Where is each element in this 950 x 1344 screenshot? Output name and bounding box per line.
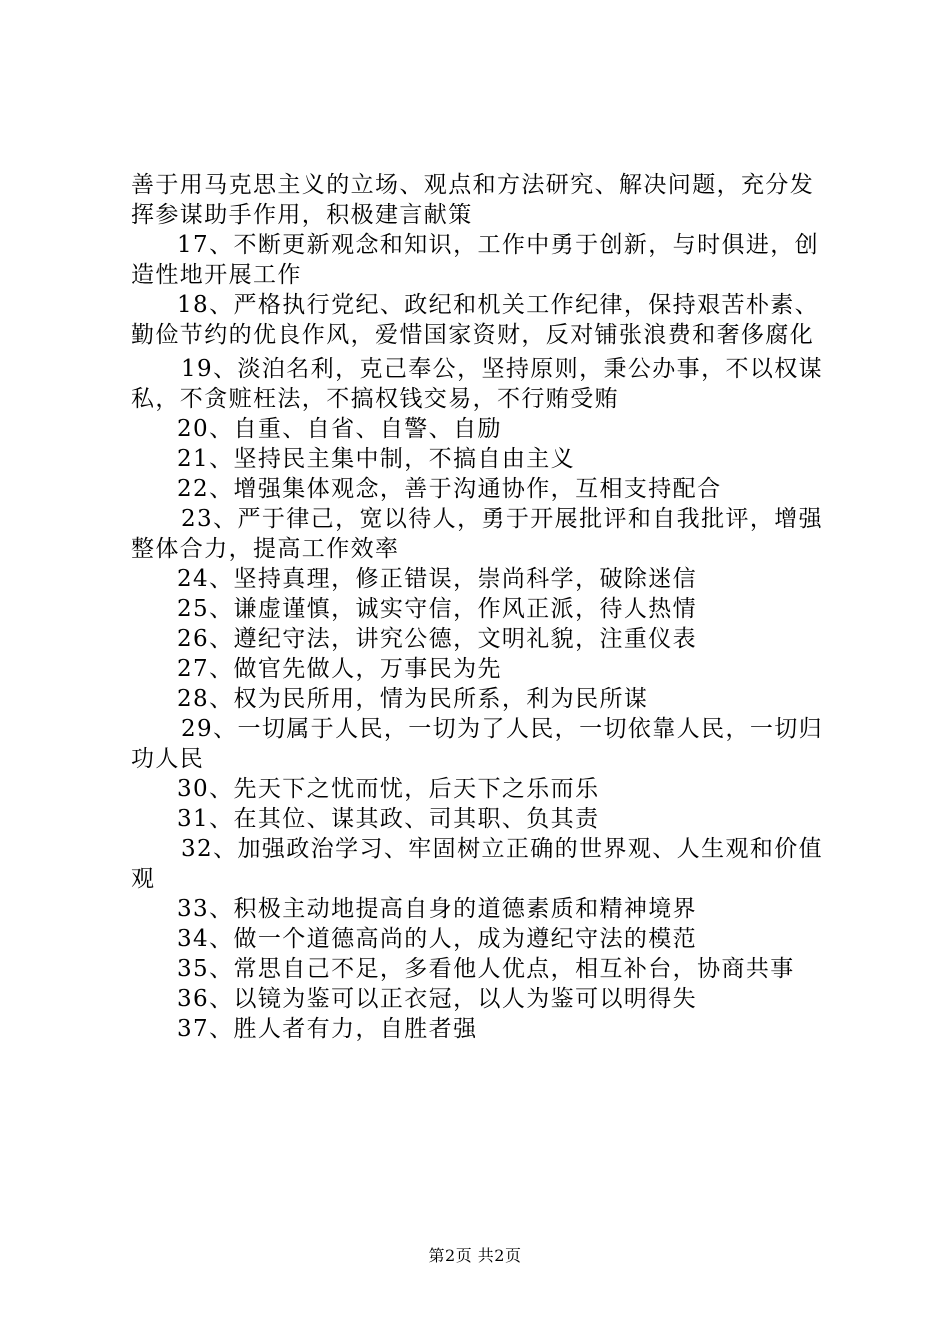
paragraph-32: 32、加强政治学习、牢固树立正确的世界观、人生观和价值观 bbox=[131, 836, 824, 892]
paragraph-34: 34、做一个道德高尚的人，成为遵纪守法的模范 bbox=[177, 926, 698, 952]
paragraph-20: 20、自重、自省、自警、自励 bbox=[177, 416, 502, 442]
paragraph-24: 24、坚持真理，修正错误，崇尚科学，破除迷信 bbox=[177, 566, 698, 592]
paragraph-28: 28、权为民所用，情为民所系，利为民所谋 bbox=[177, 686, 649, 712]
paragraph-21: 21、坚持民主集中制，不搞自由主义 bbox=[177, 446, 576, 472]
paragraph-33: 33、积极主动地提高自身的道德素质和精神境界 bbox=[177, 896, 698, 922]
paragraph-22: 22、增强集体观念，善于沟通协作，互相支持配合 bbox=[177, 476, 722, 502]
paragraph-17: 17、不断更新观念和知识，工作中勇于创新，与时俱进，创造性地开展工作 bbox=[131, 232, 820, 288]
paragraph-19: 19、淡泊名利，克己奉公，坚持原则，秉公办事，不以权谋私，不贪赃枉法，不搞权钱交易，不行贿受贿 bbox=[131, 356, 824, 412]
paragraph-31: 31、在其位、谋其政、司其职、负其责 bbox=[177, 806, 600, 832]
paragraph-25: 25、谦虚谨慎，诚实守信，作风正派，待人热情 bbox=[177, 596, 698, 622]
paragraph-23: 23、严于律己，宽以待人，勇于开展批评和自我批评，增强整体合力，提高工作效率 bbox=[131, 506, 824, 562]
paragraph-27: 27、做官先做人，万事民为先 bbox=[177, 656, 502, 682]
paragraph-35: 35、常思自己不足，多看他人优点，相互补台，协商共事 bbox=[177, 956, 795, 982]
paragraph-18: 18、严格执行党纪、政纪和机关工作纪律，保持艰苦朴素、勤俭节约的优良作风，爱惜国家资财，反对铺张浪费和奢侈腐化 bbox=[131, 292, 820, 348]
paragraph-26: 26、遵纪守法，讲究公德，文明礼貌，注重仪表 bbox=[177, 626, 698, 652]
paragraph-30: 30、先天下之忧而忧，后天下之乐而乐 bbox=[177, 776, 600, 802]
paragraph-36: 36、以镜为鉴可以正衣冠，以人为鉴可以明得失 bbox=[177, 986, 698, 1012]
paragraph-37: 37、胜人者有力，自胜者强 bbox=[177, 1016, 478, 1042]
paragraph-continuation: 善于用马克思主义的立场、观点和方法研究、解决问题，充分发挥参谋助手作用，积极建言献策 bbox=[131, 172, 815, 228]
paragraph-29: 29、一切属于人民，一切为了人民，一切依靠人民，一切归功人民 bbox=[131, 716, 824, 772]
page-footer: 第2页 共2页 bbox=[428, 1246, 522, 1265]
document-body bbox=[131, 170, 831, 1044]
